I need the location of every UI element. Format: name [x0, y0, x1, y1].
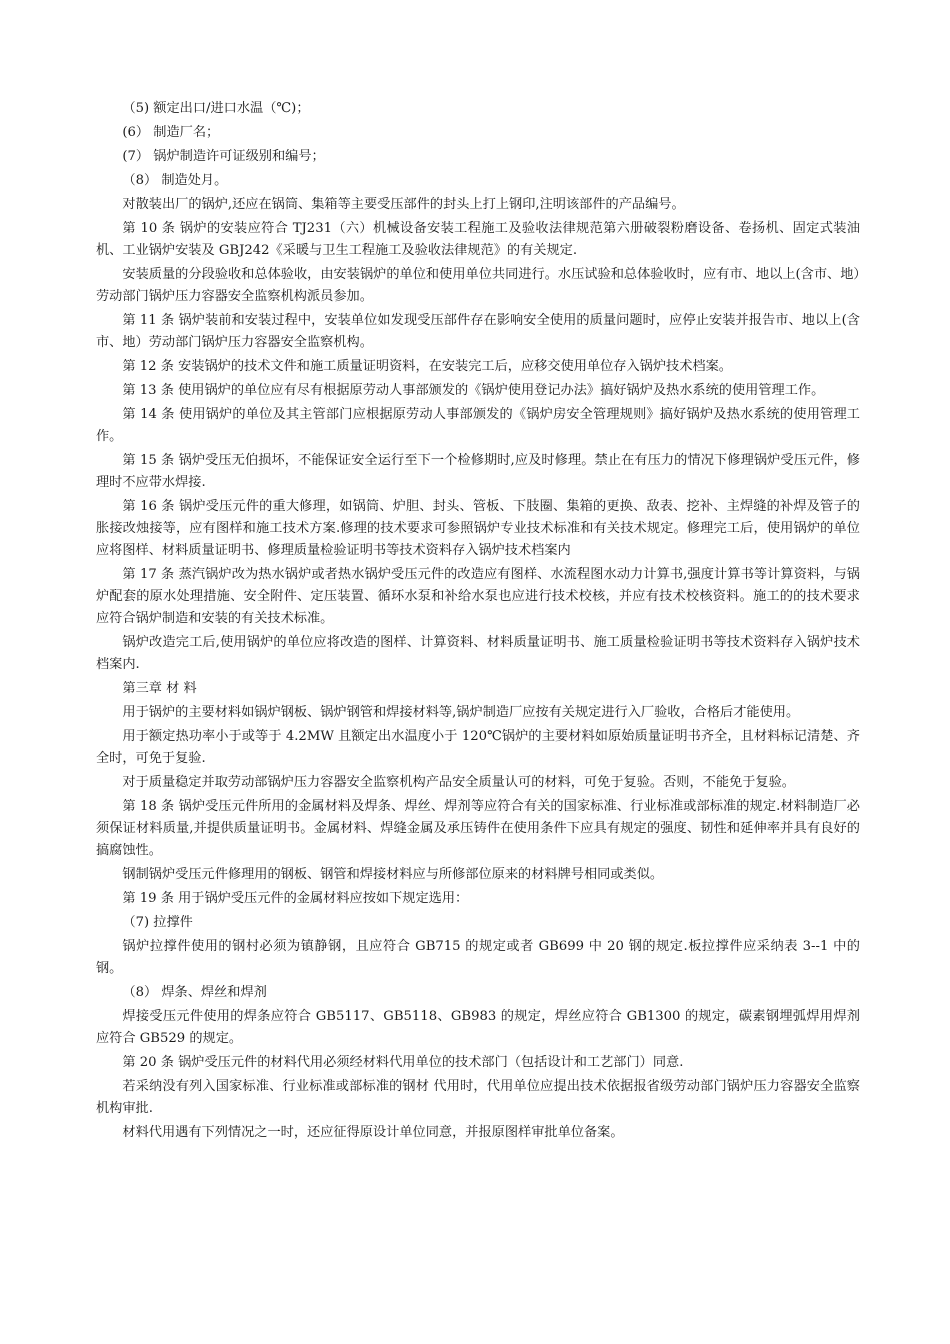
article-15: 第 15 条 锅炉受压无伯损坏，不能保证安全运行至下一个检修期时,应及时修理。禁止在有压力的情况下修理锅炉受压元件，修理时不应带水焊接. [96, 453, 860, 490]
document-body [96, 98, 860, 1146]
article-12: 第 12 条 安装锅炉的技术文件和施工质量证明资料，在安装完工后，应移交使用单位存入锅炉技术档案。 [122, 359, 732, 374]
article-10: 第 10 条 锅炉的安装应符合 TJ231（六）机械设备安装工程施工及验收法律规范第六册破裂粉磨设备、卷扬机、固定式装油机、工业锅炉安装及 GBJ242《采暖与卫生工程施工及验收法律规范》的有关规定. [96, 221, 860, 258]
list-item-license-number: (7） 锅炉制造许可证级别和编号； [122, 149, 325, 164]
list-item-rated-water-temp: （5) 额定出口/进口水温（℃)； [122, 101, 310, 116]
list-item-manufacture-date: （8） 制造处月。 [122, 173, 228, 188]
paragraph-installation-acceptance: 安装质量的分段验收和总体验收，由安装锅炉的单位和使用单位共同进行。水压试验和总体验收时，应有市、地以上(含市、地）劳动部门锅炉压力容器安全监察机构派员参加。 [96, 267, 860, 304]
list-item-manufacturer-name: (6） 制造厂名； [122, 125, 220, 140]
paragraph-quality-certified: 对于质量稳定并取劳动部锅炉压力容器安全监察机构产品安全质量认可的材料，可免于复验。否则，不能免于复验。 [122, 775, 795, 790]
paragraph-nonstandard-steel: 若采纳没有列入国家标准、行业标准或部标准的钢材 代用时，代用单位应提出技术依据报省级劳动部门锅炉压力容器安全监察机构审批. [96, 1079, 860, 1116]
article-11: 第 11 条 锅炉装前和安装过程中，安装单位如发现受压部件存在影响安全使用的质量问题时，应停止安装并报告市、地以上(含市、地）劳动部门锅炉压力容器安全监察机构。 [96, 313, 860, 350]
article-16: 第 16 条 锅炉受压元件的重大修理，如锅筒、炉胆、封头、管板、下肢圈、集箱的更换、敌表、挖补、主焊缝的补焊及管子的胀接改烛接等，应有图样和施工技术方案.修理的技术要求可参照锅炉专业技术标准和有关技术规定。修理完工后，使用锅炉的单位应将图样、材料质量证明书、修理质量检验证明书等技术资料存入锅炉技术档案内 [96, 499, 860, 558]
paragraph-material-acceptance: 用于锅炉的主要材料如锅炉钢板、锅炉钢管和焊接材料等,锅炉制造厂应按有关规定进行入厂验收，合格后才能使用。 [122, 705, 800, 720]
paragraph-repair-materials: 钢制锅炉受压元件修理用的钢板、钢管和焊接材料应与所修部位原来的材料牌号相同或类似。 [122, 867, 664, 882]
paragraph-bulk-boiler-stamp: 对散装出厂的锅炉,还应在锅筒、集箱等主要受压部件的封头上打上钢印,注明该部件的产品编号。 [122, 197, 685, 212]
list-item-welding-materials: （8） 焊条、焊丝和焊剂 [122, 985, 267, 1000]
article-14: 第 14 条 使用锅炉的单位及其主管部门应根据原劳动人事部颁发的《锅炉房安全管理规则》搞好锅炉及热水系统的使用管理工作。 [96, 407, 860, 444]
paragraph-stay-steel: 锅炉拉撑件使用的钢村必须为镇静钢，且应符合 GB715 的规定或者 GB699 中 20 钢的规定.板拉撑件应采纳表 3--1 中的钢。 [96, 939, 860, 976]
article-20: 第 20 条 锅炉受压元件的材料代用必须经材料代用单位的技术部门（包括设计和工艺部门）同意. [122, 1055, 684, 1070]
article-13: 第 13 条 使用锅炉的单位应有尽有根据原劳动人事部颁发的《锅炉使用登记办法》搞好锅炉及热水系统的使用管理工作。 [122, 383, 825, 398]
paragraph-modification-archive: 锅炉改造完工后,使用锅炉的单位应将改造的图样、计算资料、材料质量证明书、施工质量检验证明书等技术资料存入锅炉技术档案内. [96, 635, 860, 672]
chapter-3-heading: 第三章 材 料 [122, 681, 197, 696]
article-17: 第 17 条 蒸汽锅炉改为热水锅炉或者热水锅炉受压元件的改造应有图样、水流程图水动力计算书,强度计算书等计算资料，与锅炉配套的原水处理措施、安全附件、定压装置、循环水泵和补给水泵也应进行技术校核，并应有技术校核资料。施工的的技术要求应符合锅炉制造和安装的有关技术标准。 [96, 567, 860, 626]
article-18: 第 18 条 锅炉受压元件所用的金属材料及焊条、焊丝、焊剂等应符合有关的国家标准、行业标准或部标准的规定.材料制造厂必须保证材料质量,并提供质量证明书。金属材料、焊缝金属及承压铸件在使用条件下应具有规定的强度、韧性和延伸率并具有良好的搞腐蚀性。 [96, 799, 860, 858]
list-item-stay-parts: （7) 拉撑件 [122, 915, 193, 930]
paragraph-substitution-conditions: 材料代用遇有下列情况之一时，还应征得原设计单位同意，并报原图样审批单位备案。 [122, 1125, 624, 1140]
paragraph-welding-standards: 焊接受压元件使用的焊条应符合 GB5117、GB5118、GB983 的规定，焊丝应符合 GB1300 的规定，碳素钢埋弧焊用焊剂应符合 GB529 的规定。 [96, 1009, 860, 1046]
paragraph-retest-exemption: 用于额定热功率小于或等于 4.2MW 且额定出水温度小于 120℃锅炉的主要材料如原始质量证明书齐全，且材料标记清楚、齐全时，可免于复验. [96, 729, 860, 766]
article-19: 第 19 条 用于锅炉受压元件的金属材料应按如下规定选用： [122, 891, 469, 906]
